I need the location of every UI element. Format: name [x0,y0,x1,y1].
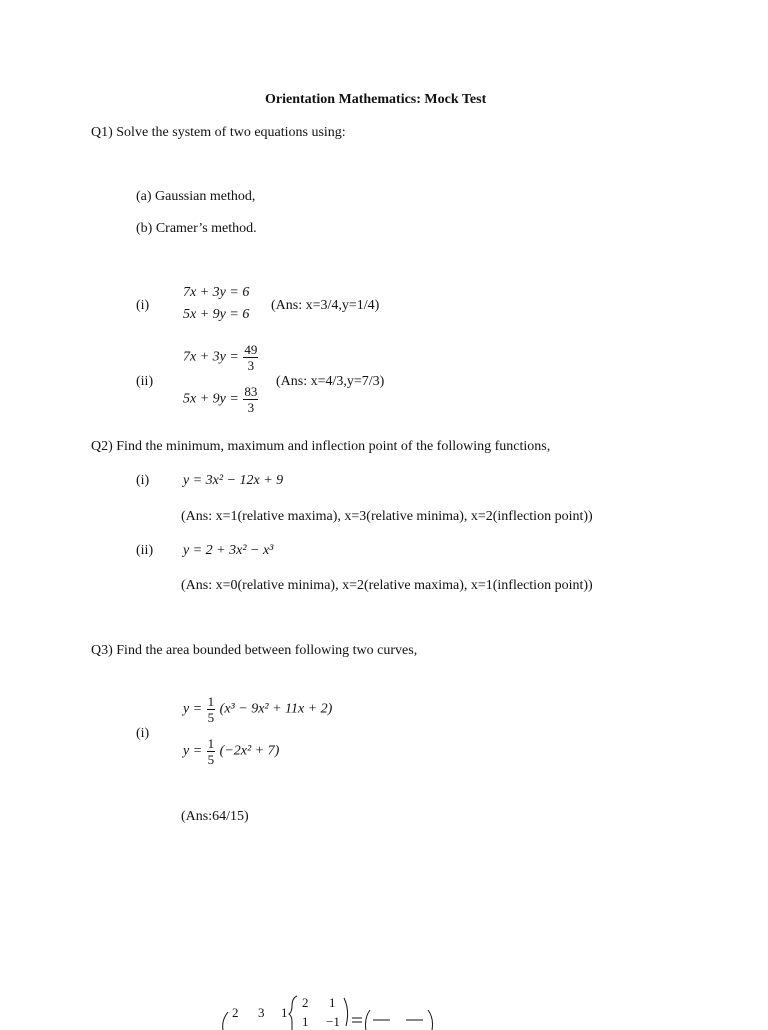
q2-i-label: (i) [136,473,150,488]
matrix-entry-c: 1 [281,1005,288,1020]
q1-method-b: (b) Cramer’s method. [136,221,257,236]
q1-ii-eq2-fraction [243,384,258,415]
matrix-entry-e: 1 [329,995,336,1010]
q3-prompt: Q3) Find the area bounded between following two curves, [91,643,418,658]
matrix-entry-b: 3 [258,1005,265,1020]
q3-curve-1 [183,694,332,725]
q3-curve1-rhs: (x³ − 9x² + 11x + 2) [219,701,333,717]
q3-i-label: (i) [136,726,150,741]
q1-ii-label: (ii) [136,374,154,389]
q1-ii-eq1-denominator: 3 [247,358,255,373]
q1-ii-eq2-denominator: 3 [247,400,255,415]
right-paren-2 [428,1010,433,1030]
q1-ii-eq2-lhs: 5x + 9y = [183,391,239,407]
q3-curve1-lhs: y = [183,701,203,717]
matrix-entry-g: −1 [326,1014,340,1029]
matrix-entry-a: 2 [232,1005,239,1020]
q3-curve2-rhs: (−2x² + 7) [219,743,280,759]
q2-ii-answer: (Ans: x=0(relative minima), x=2(relative maxima), x=1(inflection point)) [181,578,593,593]
q2-i-function: y = 3x² − 12x + 9 [183,473,284,488]
left-paren-2 [366,1010,371,1030]
q3-curve1-denominator: 5 [207,710,215,725]
q3-answer: (Ans:64/15) [181,809,249,824]
q1-ii-eq2-numerator: 83 [244,384,258,399]
left-brace [289,996,297,1030]
q3-curve-2 [183,736,279,767]
q2-ii-label: (ii) [136,543,154,558]
q3-curve2-lhs: y = [183,743,203,759]
q2-ii-function: y = 2 + 3x² − x³ [183,543,274,558]
q1-ii-eq1-lhs: 7x + 3y = [183,349,239,365]
q1-method-a: (a) Gaussian method, [136,189,256,204]
right-paren-1 [344,998,348,1026]
q3-curve2-numerator: 1 [207,736,215,751]
q1-i-equation-2: 5x + 9y = 6 [183,307,250,322]
q1-ii-eq1-numerator: 49 [244,342,258,357]
q1-ii-eq1-fraction [243,342,258,373]
q2-prompt: Q2) Find the minimum, maximum and inflection point of the following functions, [91,439,551,454]
q1-ii-answer: (Ans: x=4/3,y=7/3) [276,374,385,389]
left-paren [223,1012,228,1030]
q3-curve2-denominator: 5 [207,752,215,767]
q1-prompt: Q1) Solve the system of two equations using: [91,125,346,140]
partial-matrix-expression [0,990,768,1030]
q3-curve1-fraction [207,694,216,725]
q1-ii-equation-2 [183,384,259,415]
q1-i-answer: (Ans: x=3/4,y=1/4) [271,298,380,313]
q2-i-answer: (Ans: x=1(relative maxima), x=3(relative minima), x=2(inflection point)) [181,509,593,524]
q3-curve1-numerator: 1 [207,694,215,709]
q3-curve2-fraction [207,736,216,767]
q1-ii-equation-1 [183,342,259,373]
q1-i-equation-1: 7x + 3y = 6 [183,285,250,300]
matrix-entry-f: 1 [302,1014,309,1029]
page-title: Orientation Mathematics: Mock Test [265,92,487,107]
q1-i-label: (i) [136,298,150,313]
matrix-entry-d: 2 [302,995,309,1010]
